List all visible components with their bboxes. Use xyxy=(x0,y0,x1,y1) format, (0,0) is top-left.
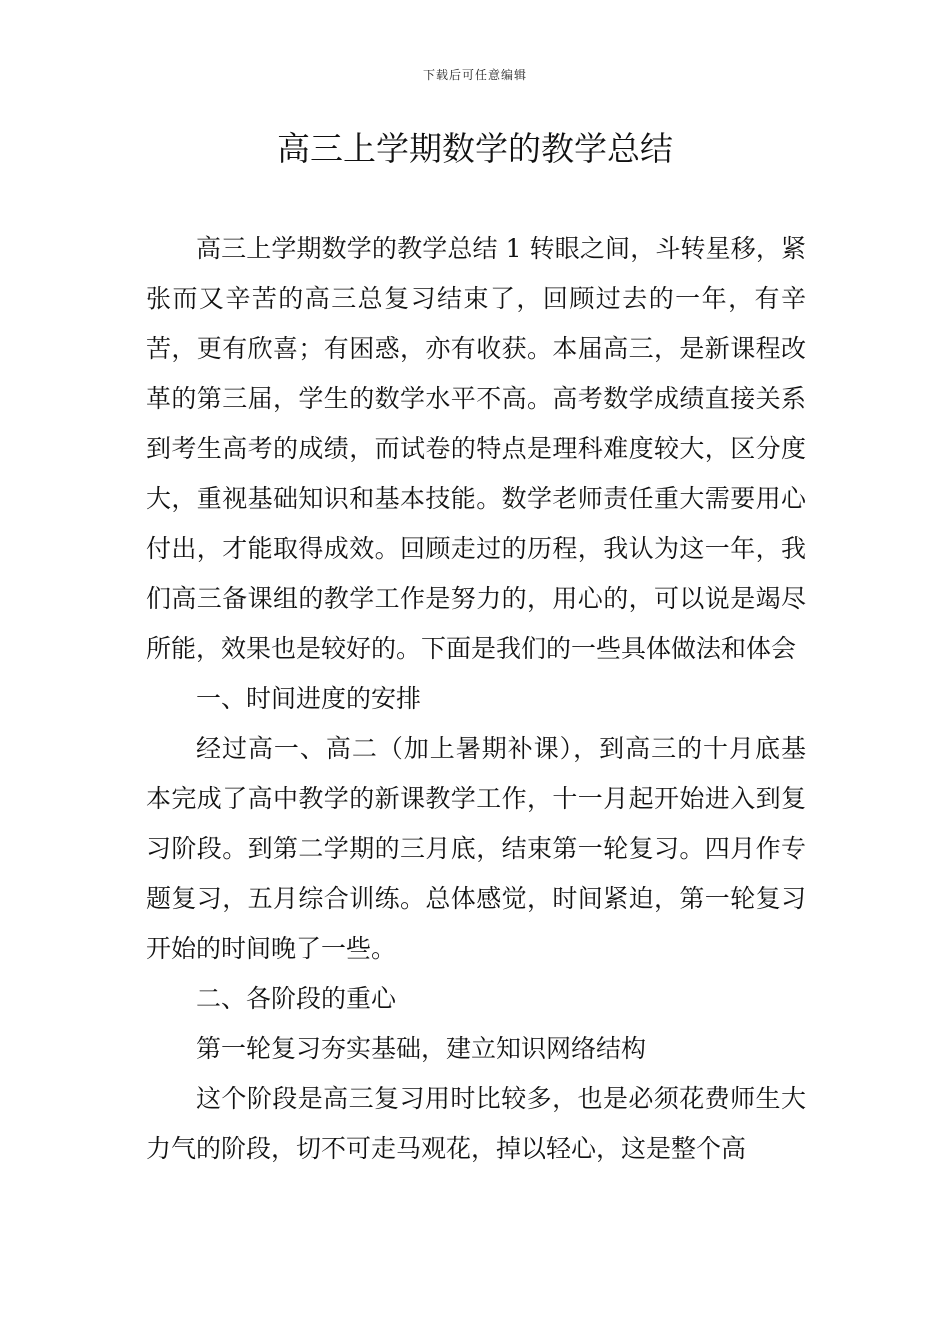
document-title: 高三上学期数学的教学总结 xyxy=(277,129,673,168)
paragraph-first-round: 这个阶段是高三复习用时比较多，也是必须花费师生大力气的阶段，切不可走马观花，掉以轻心，这是整个高 xyxy=(146,1084,806,1163)
subheading-first-round: 第一轮复习夯实基础，建立知识网络结构 xyxy=(196,1034,647,1063)
section-heading-stage-focus: 二、各阶段的重心 xyxy=(196,984,397,1013)
section-heading-time-schedule: 一、时间进度的安排 xyxy=(196,684,422,713)
document-body xyxy=(146,224,806,1174)
header-note: 下载后可任意编辑 xyxy=(422,68,527,82)
paragraph-time-schedule: 经过高一、高二（加上暑期补课），到高三的十月底基本完成了高中教学的新课教学工作，十一月起开始进入到复习阶段。到第二学期的三月底，结束第一轮复习。四月作专题复习，五月综合训练。总体感觉，时间紧迫，第一轮复习开始的时间晚了一些。 xyxy=(146,734,806,963)
paragraph-intro: 高三上学期数学的教学总结 1 转眼之间，斗转星移，紧张而又辛苦的高三总复习结束了，回顾过去的一年，有辛苦，更有欣喜；有困惑，亦有收获。本届高三，是新课程改革的第三届，学生的数学水平不高。高考数学成绩直接关系到考生高考的成绩，而试卷的特点是理科难度较大，区分度大，重视基础知识和基本技能。数学老师责任重大需要用心付出，才能取得成效。回顾走过的历程，我认为这一年，我们高三备课组的教学工作是努力的，用心的，可以说是竭尽所能，效果也是较好的。下面是我们的一些具体做法和体会 xyxy=(146,234,806,663)
